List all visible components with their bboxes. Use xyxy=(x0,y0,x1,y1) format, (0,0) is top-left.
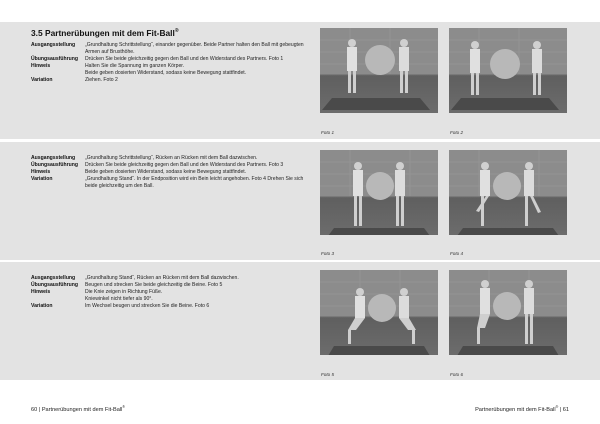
photo-3 xyxy=(320,150,438,235)
exercise-row xyxy=(31,63,311,70)
row-label: Übungsausführung xyxy=(31,282,78,288)
exercise-row xyxy=(31,169,311,176)
running-title-left: Partnerübungen mit dem Fit-Ball xyxy=(41,406,123,413)
row-label: Übungsausführung xyxy=(31,162,78,168)
exercise-1-text xyxy=(31,42,311,84)
footer-reg-left: ® xyxy=(122,405,125,409)
exercise-row xyxy=(31,155,311,162)
photo-6-caption: Foto 6 xyxy=(450,372,464,377)
photo-6 xyxy=(449,270,567,355)
section-title-reg: ® xyxy=(174,28,179,35)
section-title xyxy=(31,28,179,38)
photo-5-caption: Foto 5 xyxy=(321,372,335,377)
row-text: Drücken Sie beide gleichzeitig gegen den Ball und den Widerstand des Partners. Foto 1 xyxy=(85,56,284,62)
footer-left xyxy=(31,405,125,413)
exercise-row xyxy=(31,275,311,282)
exercise-row xyxy=(31,289,311,296)
footer-reg-right: ® xyxy=(555,405,559,409)
row-label xyxy=(31,296,85,303)
exercise-row xyxy=(31,162,311,169)
exercise-3-text xyxy=(31,275,311,310)
row-label: Hinweis xyxy=(31,289,51,295)
exercise-row xyxy=(31,77,311,84)
exercise-row xyxy=(31,56,311,63)
exercise-row xyxy=(31,42,311,56)
photo-4 xyxy=(449,150,567,235)
exercise-row xyxy=(31,303,311,310)
running-title-right: Partnerübungen mit dem Fit-Ball xyxy=(475,406,556,413)
exercise-row xyxy=(31,282,311,289)
row-text: Beide geben dosierten Widerstand, sodass keine Bewegung stattfindet. xyxy=(85,70,247,76)
row-text: „Grundhaltung Stand“. In der Endposition wird ein Bein leicht angehoben. Foto 4 Drehen Sie sich beide gleichzeitig um den Ball. xyxy=(85,176,304,189)
section-number: 3.5 xyxy=(31,28,43,38)
exercise-row xyxy=(31,70,311,77)
row-text: Beugen und strecken Sie beide gleichzeitig die Beine. Foto 5 xyxy=(85,282,223,288)
page-number-right: 61 xyxy=(562,406,569,413)
row-text: Im Wechsel beugen und strecken Sie die Beine. Foto 6 xyxy=(85,303,210,309)
row-label: Variation xyxy=(31,176,53,182)
row-text: „Grundhaltung Schrittstellung“, einander gegenüber. Beide Partner halten den Ball mit gebeugten Armen auf Brusthöhe. xyxy=(85,42,304,55)
row-text: Drücken Sie beide gleichzeitig gegen den Ball und den Widerstand des Partners. Foto 3 xyxy=(85,162,284,168)
row-text: Halten Sie die Spannung im ganzen Körper. xyxy=(85,63,185,69)
row-text: „Grundhaltung Stand“, Rücken an Rücken mit dem Ball dazwischen. xyxy=(85,275,239,281)
photo-1-caption: Foto 1 xyxy=(321,130,335,135)
footer-separator: | xyxy=(38,406,41,413)
row-label: Hinweis xyxy=(31,63,51,69)
page-number-left: 60 xyxy=(31,406,38,413)
exercise-row xyxy=(31,176,311,190)
row-label: Übungsausführung xyxy=(31,56,78,62)
row-text: Die Knie zeigen in Richtung Füße. xyxy=(85,289,163,295)
row-label: Variation xyxy=(31,303,53,309)
footer-right xyxy=(475,405,569,413)
row-text: Kniewinkel nicht tiefer als 90°. xyxy=(85,296,153,302)
footer-separator: | xyxy=(559,406,562,413)
photo-2-caption: Foto 2 xyxy=(450,130,464,135)
photo-3-caption: Foto 3 xyxy=(321,251,335,256)
row-label: Variation xyxy=(31,77,53,83)
exercise-2-text xyxy=(31,155,311,190)
section-title-text: Partnerübungen mit dem Fit-Ball xyxy=(44,28,175,38)
row-text: „Grundhaltung Schrittstellung“, Rücken an Rücken mit dem Ball dazwischen. xyxy=(85,155,258,161)
photo-1 xyxy=(320,28,438,113)
photo-5 xyxy=(320,270,438,355)
row-label: Ausgangsstellung xyxy=(31,155,76,161)
row-text: Ziehen. Foto 2 xyxy=(85,77,118,83)
photo-2 xyxy=(449,28,567,113)
row-text: Beide geben dosierten Widerstand, sodass keine Bewegung stattfindet. xyxy=(85,169,247,175)
row-label: Hinweis xyxy=(31,169,51,175)
row-label: Ausgangsstellung xyxy=(31,42,76,48)
exercise-row xyxy=(31,296,311,303)
row-label xyxy=(31,70,85,77)
row-label: Ausgangsstellung xyxy=(31,275,76,281)
photo-4-caption: Foto 4 xyxy=(450,251,464,256)
